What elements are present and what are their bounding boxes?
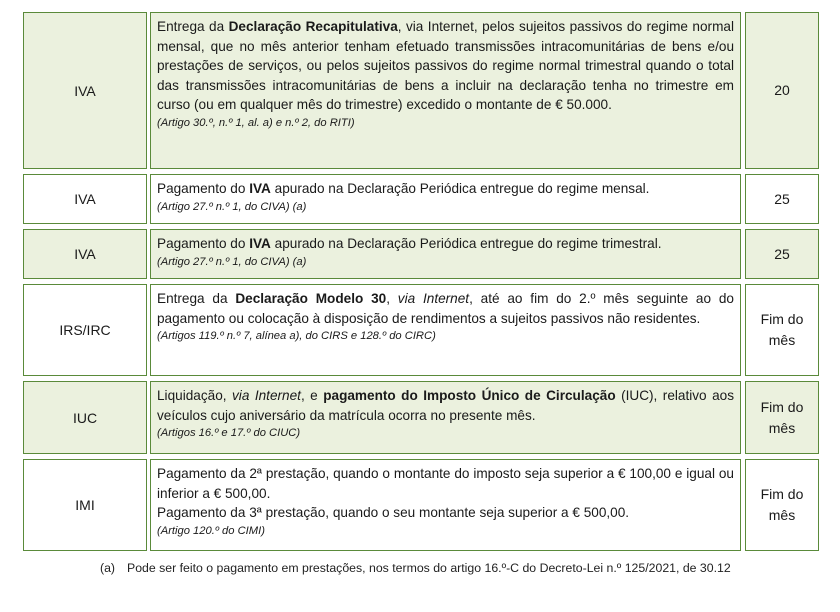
description-text	[157, 179, 734, 199]
text-segment: ,	[386, 291, 398, 306]
text-segment: Pagamento da 3ª prestação, quando o seu montante seja superior a € 500,00.	[157, 505, 630, 520]
text-segment: apurado na Declaração Periódica entregue do regime mensal.	[270, 181, 650, 196]
footnote-mark: (a)	[100, 561, 116, 575]
description-cell	[150, 229, 741, 279]
legal-reference: (Artigos 16.º e 17.º do CIUC)	[157, 427, 301, 439]
legal-reference: (Artigo 120.º do CIMI)	[157, 524, 265, 537]
legal-reference: (Artigo 27.º n.º 1, do CIVA) (a)	[157, 200, 307, 213]
text-segment: apurado na Declaração Periódica entregue do regime trimestral.	[270, 236, 662, 251]
bold-text: IVA	[249, 236, 271, 251]
description-text	[157, 289, 734, 328]
legal-reference: (Artigos 119.º n.º 7, alínea a), do CIRS e 128.º do CIRC)	[157, 330, 436, 342]
table-row	[0, 12, 840, 169]
tax-cell: IRS/IRC	[23, 284, 147, 376]
italic-text: via Internet	[397, 291, 470, 306]
text-segment: , via Internet, pelos sujeitos passivos do regime normal mensal, que no mês anterior tenham efetuado transmissões intracomunitárias de bens e/ou prestações de serviços, ou pelos sujeitos passivos do regime normal trimestral quando o total das transmissões intracomunitárias de bens a incluir na declaração tenha no trimestre em curso (ou em qualquer mês do trimestre) excedido o montante de € 50.000.	[157, 19, 734, 112]
text-segment: Pagamento da 2ª prestação, quando o montante do imposto seja superior a € 100,00 e igual ou inferior a € 500,00.	[157, 466, 734, 501]
deadline-cell: 25	[745, 174, 819, 224]
deadline-cell: 20	[745, 12, 819, 169]
text-segment: (IUC), relativo aos veículos cujo aniversário da matrícula ocorra no presente mês.	[157, 388, 734, 423]
description-cell	[150, 174, 741, 224]
text-segment: Pagamento do	[157, 181, 250, 196]
text-segment: , e	[300, 388, 324, 403]
italic-text: via Internet	[232, 388, 301, 403]
text-segment: Entrega da	[157, 291, 236, 306]
table-row	[0, 381, 840, 454]
deadline-cell: Fim do mês	[745, 284, 819, 376]
bold-text: pagamento do Imposto Único de Circulação	[323, 388, 616, 403]
bold-text: Declaração Modelo 30	[235, 291, 387, 306]
description-cell	[150, 459, 741, 551]
text-segment: Liquidação,	[157, 388, 232, 403]
footnote-text: Pode ser feito o pagamento em prestações, nos termos do artigo 16.º-C do Decreto-Lei n.º 125/2021, de 30.12	[127, 561, 731, 575]
tax-cell: IUC	[23, 381, 147, 454]
tax-cell: IVA	[23, 229, 147, 279]
tax-cell: IMI	[23, 459, 147, 551]
deadline-cell: 25	[745, 229, 819, 279]
table-row	[0, 459, 840, 551]
text-segment: Entrega da	[157, 19, 229, 34]
table-row	[0, 229, 840, 279]
table-row	[0, 284, 840, 376]
description-text	[157, 464, 734, 523]
bold-text: Declaração Recapitulativa	[228, 19, 398, 34]
tax-cell: IVA	[23, 174, 147, 224]
legal-reference: (Artigo 27.º n.º 1, do CIVA) (a)	[157, 255, 307, 268]
tax-cell: IVA	[23, 12, 147, 169]
table-row	[0, 174, 840, 224]
legal-reference: (Artigo 30.º, n.º 1, al. a) e n.º 2, do RITI)	[157, 116, 355, 129]
description-text	[157, 234, 734, 254]
description-text	[157, 17, 734, 115]
description-cell	[150, 12, 741, 169]
description-cell	[150, 284, 741, 376]
description-text	[157, 386, 734, 425]
footnote	[100, 559, 740, 578]
bold-text: IVA	[249, 181, 271, 196]
deadline-cell: Fim do mês	[745, 459, 819, 551]
deadline-cell: Fim do mês	[745, 381, 819, 454]
text-segment: Pagamento do	[157, 236, 250, 251]
text-segment: , até ao fim do 2.º mês seguinte ao do pagamento ou colocação à disposição de rendimentos a sujeitos passivos não residentes.	[157, 291, 734, 326]
description-cell	[150, 381, 741, 454]
